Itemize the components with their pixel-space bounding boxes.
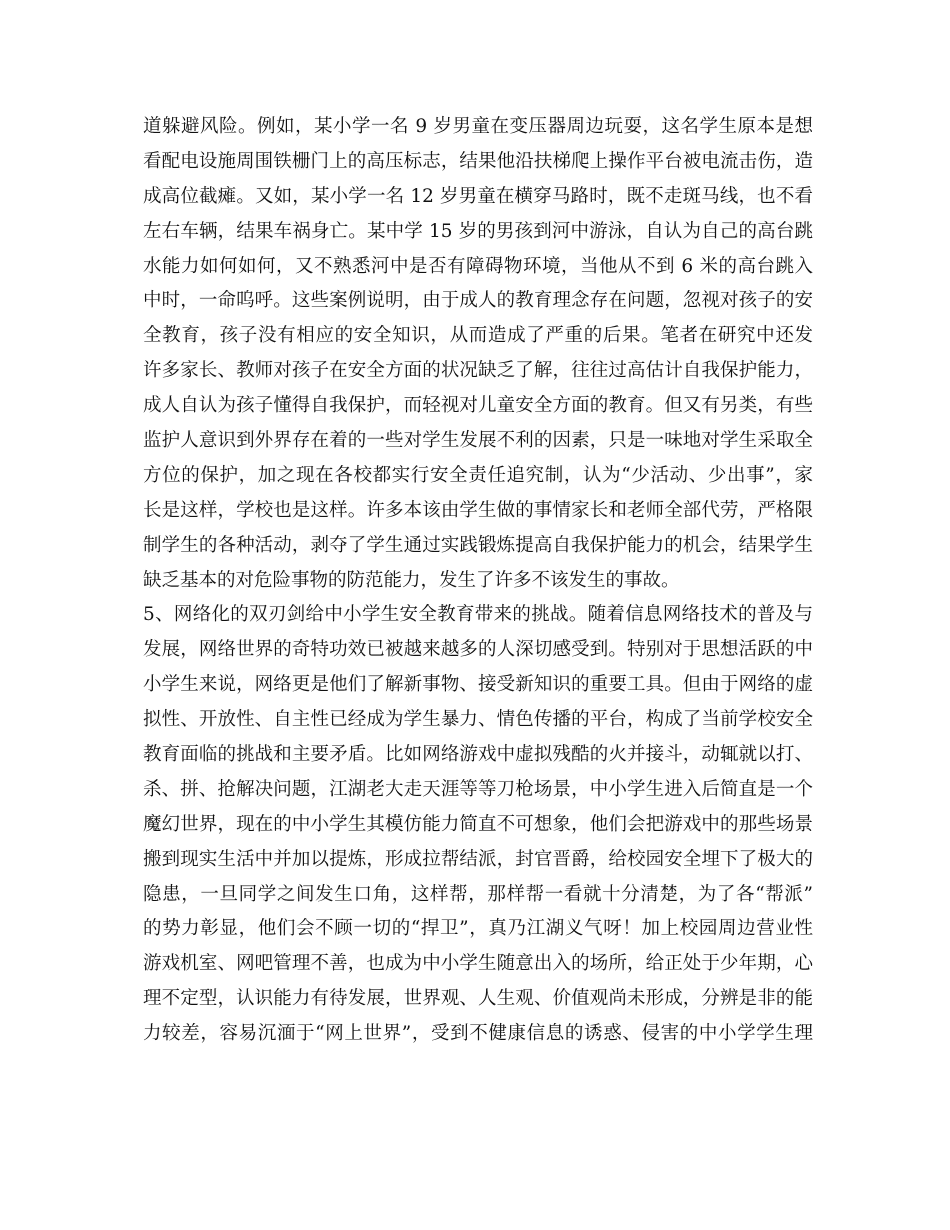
text-line: 搬到现实生活中并加以提炼，形成拉帮结派，封官晋爵，给校园安全埋下了极大的 xyxy=(143,848,813,870)
text-line: 左右车辆，结果车祸身亡。某中学 15 岁的男孩到河中游泳，自认为自己的高台跳 xyxy=(143,220,813,242)
text-line: 全教育，孩子没有相应的安全知识，从而造成了严重的后果。笔者在研究中还发 xyxy=(143,325,813,347)
text-line: 5、网络化的双刃剑给中小学生安全教育带来的挑战。随着信息网络技术的普及与 xyxy=(143,604,813,626)
text-line: 缺乏基本的对危险事物的防范能力，发生了许多不该发生的事故。 xyxy=(143,569,680,591)
text-line: 隐患，一旦同学之间发生口角，这样帮，那样帮一看就十分清楚，为了各“帮派” xyxy=(143,883,813,905)
text-line: 中时，一命呜呼。这些案例说明，由于成人的教育理念存在问题，忽视对孩子的安 xyxy=(143,290,813,312)
text-line: 力较差，容易沉湎于“网上世界”，受到不健康信息的诱惑、侵害的中小学学生理 xyxy=(143,1023,813,1045)
text-line: 方位的保护，加之现在各校都实行安全责任追究制，认为“少活动、少出事”，家 xyxy=(143,464,813,486)
text-line: 杀、拼、抢解决问题，江湖老大走天涯等等刀枪场景，中小学生进入后简直是一个 xyxy=(143,778,813,800)
text-line: 拟性、开放性、自主性已经成为学生暴力、情色传播的平台，构成了当前学校安全 xyxy=(143,709,813,731)
text-line: 发展，网络世界的奇特功效已被越来越多的人深切感受到。特别对于思想活跃的中 xyxy=(143,639,813,661)
text-line: 小学生来说，网络更是他们了解新事物、接受新知识的重要工具。但由于网络的虚 xyxy=(143,674,813,696)
text-line: 制学生的各种活动，剥夺了学生通过实践锻炼提高自我保护能力的机会，结果学生 xyxy=(143,534,813,556)
text-line: 道躲避风险。例如，某小学一名 9 岁男童在变压器周边玩耍，这名学生原本是想 xyxy=(143,116,813,137)
text-line: 理不定型，认识能力有待发展，世界观、人生观、价值观尚未形成，分辨是非的能 xyxy=(143,988,813,1010)
text-line: 水能力如何如何，又不熟悉河中是否有障碍物环境，当他从不到 6 米的高台跳入 xyxy=(143,255,813,277)
text-line: 成高位截瘫。又如，某小学一名 12 岁男童在横穿马路时，既不走斑马线，也不看 xyxy=(143,185,813,207)
text-line: 的势力彰显，他们会不顾一切的“捍卫”，真乃江湖义气呀！加上校园周边营业性 xyxy=(143,918,813,940)
body-text xyxy=(143,110,813,1052)
text-line: 许多家长、教师对孩子在安全方面的状况缺乏了解，往往过高估计自我保护能力， xyxy=(143,360,813,382)
text-line: 监护人意识到外界存在着的一些对学生发展不利的因素，只是一味地对学生采取全 xyxy=(143,430,813,452)
text-line: 教育面临的挑战和主要矛盾。比如网络游戏中虚拟残酷的火并接斗，动辄就以打、 xyxy=(143,744,813,766)
text-line: 魔幻世界，现在的中小学生其模仿能力简直不可想象，他们会把游戏中的那些场景 xyxy=(143,813,813,835)
text-line: 看配电设施周围铁栅门上的高压标志，结果他沿扶梯爬上操作平台被电流击伤，造 xyxy=(143,150,813,172)
text-line: 游戏机室、网吧管理不善，也成为中小学生随意出入的场所，给正处于少年期，心 xyxy=(143,953,813,975)
text-line: 长是这样，学校也是这样。许多本该由学生做的事情家长和老师全部代劳，严格限 xyxy=(143,499,813,521)
text-line: 成人自认为孩子懂得自我保护，而轻视对儿童安全方面的教育。但又有另类，有些 xyxy=(143,395,813,417)
